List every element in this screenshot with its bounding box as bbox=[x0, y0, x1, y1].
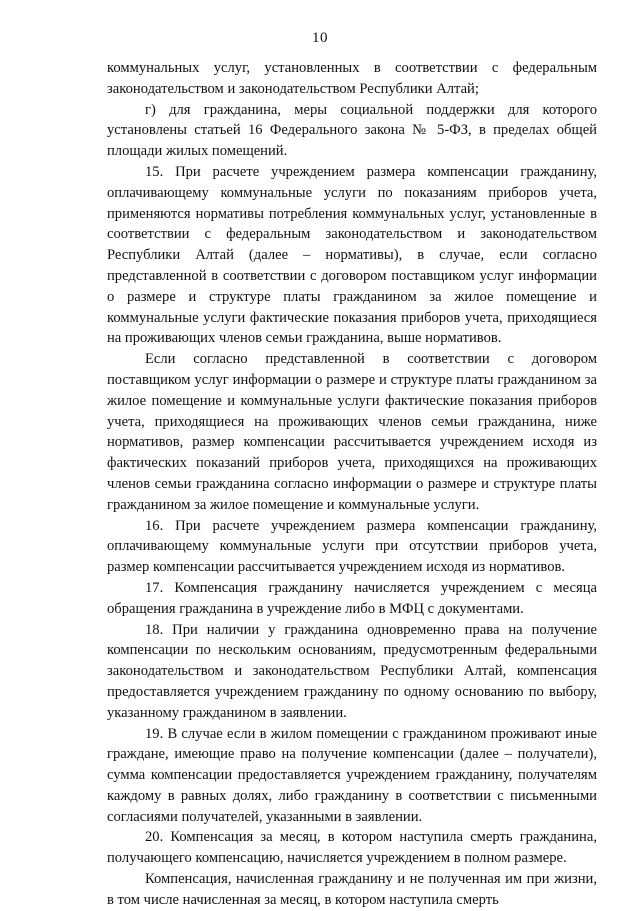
paragraph-subitem-g: г) для гражданина, меры социальной поддержки для которого установлены статьей 16 Федерального закона № 5-ФЗ, в пределах общей площади жилых помещений. bbox=[107, 101, 597, 160]
paragraph-20-continued: Компенсация, начисленная гражданину и не полученная им при жизни, в том числе начисленная за месяц, в котором наступила смерть bbox=[107, 871, 597, 908]
document-body bbox=[107, 58, 597, 911]
paragraph-17: 17. Компенсация гражданину начисляется учреждением с месяца обращения гражданина в учреждение либо в МФЦ с документами. bbox=[107, 579, 597, 617]
paragraph-19: 19. В случае если в жилом помещении с гражданином проживают иные граждане, имеющие право на получение компенсации (далее – получатели), сумма компенсации предоставляется учреждением гражданину, получателям каждому в равных долях, либо гражданину в соответствии с письменными согласиями получателей, указанными в заявлении. bbox=[107, 725, 597, 825]
page-number: 10 bbox=[312, 30, 328, 46]
paragraph-20: 20. Компенсация за месяц, в котором наступила смерть гражданина, получающего компенсацию, начисляется учреждением в полном размере. bbox=[107, 829, 597, 867]
paragraph-15: 15. При расчете учреждением размера компенсации гражданину, оплачивающему коммунальные услуги по показаниям приборов учета, применяются нормативы потребления коммунальных услуг, установленные в соответствии с федеральным законодательством и законодательством Республики Алтай (далее – нормативы), в случае, если согласно представленной в соответствии с договором поставщиком услуг информации о размере и структуре платы гражданином за жилое помещение и коммунальные услуги фактические показания приборов учета, приходящиеся на проживающих членов семьи гражданина, выше нормативов. bbox=[107, 163, 597, 347]
paragraph-18: 18. При наличии у гражданина одновременно права на получение компенсации по нескольким основаниям, предусмотренным федеральными законодательством и законодательством Республики Алтай, компенсация предоставляется учреждением гражданину по одному основанию по выбору, указанному гражданином в заявлении. bbox=[107, 621, 597, 721]
paragraph-16: 16. При расчете учреждением размера компенсации гражданину, оплачивающему коммунальные услуги при отсутствии приборов учета, размер компенсации рассчитывается учреждением исходя из нормативов. bbox=[107, 517, 597, 576]
paragraph-15-continued: Если согласно представленной в соответствии с договором поставщиком услуг информации о размере и структуре платы гражданином за жилое помещение и коммунальные услуги фактические показания приборов учета, приходящиеся на проживающих членов семьи гражданина, ниже нормативов, размер компенсации рассчитывается учреждением исходя из фактических показаний приборов учета, приходящихся на проживающих членов семьи гражданина согласно информации о размере и структуре платы гражданином за жилое помещение и коммунальные услуги. bbox=[107, 351, 597, 513]
paragraph-continuation: коммунальных услуг, установленных в соответствии с федеральным законодательством и законодательством Республики Алтай; bbox=[107, 60, 597, 97]
